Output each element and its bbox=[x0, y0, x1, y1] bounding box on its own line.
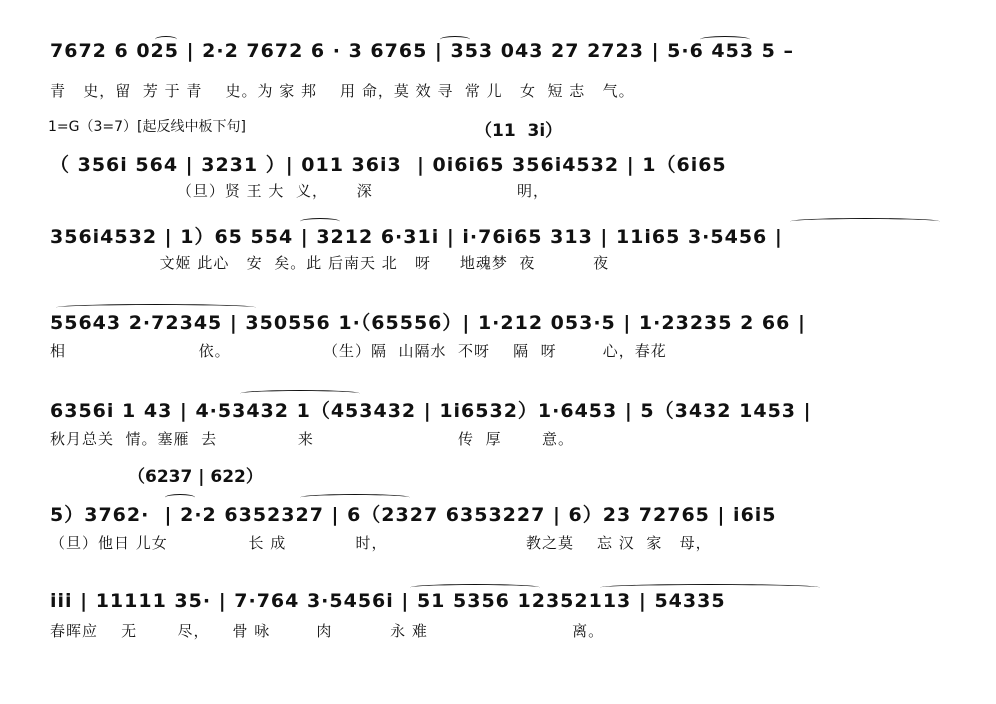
lyric-line: （旦）贤 王 大 义， 深 明， bbox=[50, 182, 550, 200]
lyric-line: 文姬 此心 安 矣。此 后南天 北 呀 地魂梦 夜 夜 bbox=[50, 254, 610, 272]
notation-line: 55643 2·72345 | 350556 1·（65556）| 1·212 053·5 | 1·23235 2 66 | bbox=[50, 312, 806, 334]
slur-mark bbox=[155, 36, 177, 43]
row-head-note: （11 3i） bbox=[475, 121, 563, 141]
slur-mark bbox=[240, 390, 360, 397]
notation-line: iii | 11111 35· | 7·764 3·5456i | 51 5356 12352113 | 54335 bbox=[50, 590, 726, 612]
slur-mark bbox=[600, 584, 820, 591]
slur-mark bbox=[790, 218, 940, 225]
key-signature-note: 1=G（3=7）[起反线中板下句] bbox=[48, 119, 246, 135]
slur-mark bbox=[300, 218, 340, 225]
lyric-line: 秋月总关 情。塞雁 去 来 传 厚 意。 bbox=[50, 430, 574, 448]
slur-mark bbox=[410, 584, 540, 591]
notation-line: 6356i 1 43 | 4·53432 1（453432 | 1i6532）1·6453 | 5（3432 1453 | bbox=[50, 400, 812, 422]
slur-mark bbox=[300, 494, 410, 501]
row-head-note: （6237 | 622） bbox=[128, 467, 263, 487]
notation-line: 7672 6 025 | 2·2 7672 6 · 3 6765 | 353 043 27 2723 | 5·6 453 5 – bbox=[50, 40, 795, 62]
notation-line: 5）3762· | 2·2 6352327 | 6（2327 6353227 | 6）23 72765 | i6i5 bbox=[50, 504, 777, 526]
notation-line: 356i4532 | 1）65 554 | 3212 6·31i | i·76i65 313 | 11i65 3·5456 | bbox=[50, 226, 783, 248]
lyric-line: （旦）他日 儿女 长 成 时， 教之莫 忘 汉 家 母， bbox=[50, 534, 712, 552]
lyric-line: 春晖应 无 尽， 骨 咏 肉 永 难 离。 bbox=[50, 622, 605, 640]
lyric-line: 相 依。 （生）隔 山隔水 不呀 隔 呀 心，春花 bbox=[50, 342, 667, 360]
slur-mark bbox=[440, 36, 470, 43]
slur-mark bbox=[56, 304, 256, 311]
notation-line: （ 356i 564 | 3231 ）| 011 36i3 | 0i6i65 356i4532 | 1（6i65 bbox=[50, 154, 727, 176]
slur-mark bbox=[700, 36, 750, 43]
slur-mark bbox=[165, 494, 195, 501]
lyric-line: 青 史，留 芳 于 青 史。为 家 邦 用 命，莫 效 寻 常 儿 女 短 志 气。 bbox=[50, 82, 635, 100]
